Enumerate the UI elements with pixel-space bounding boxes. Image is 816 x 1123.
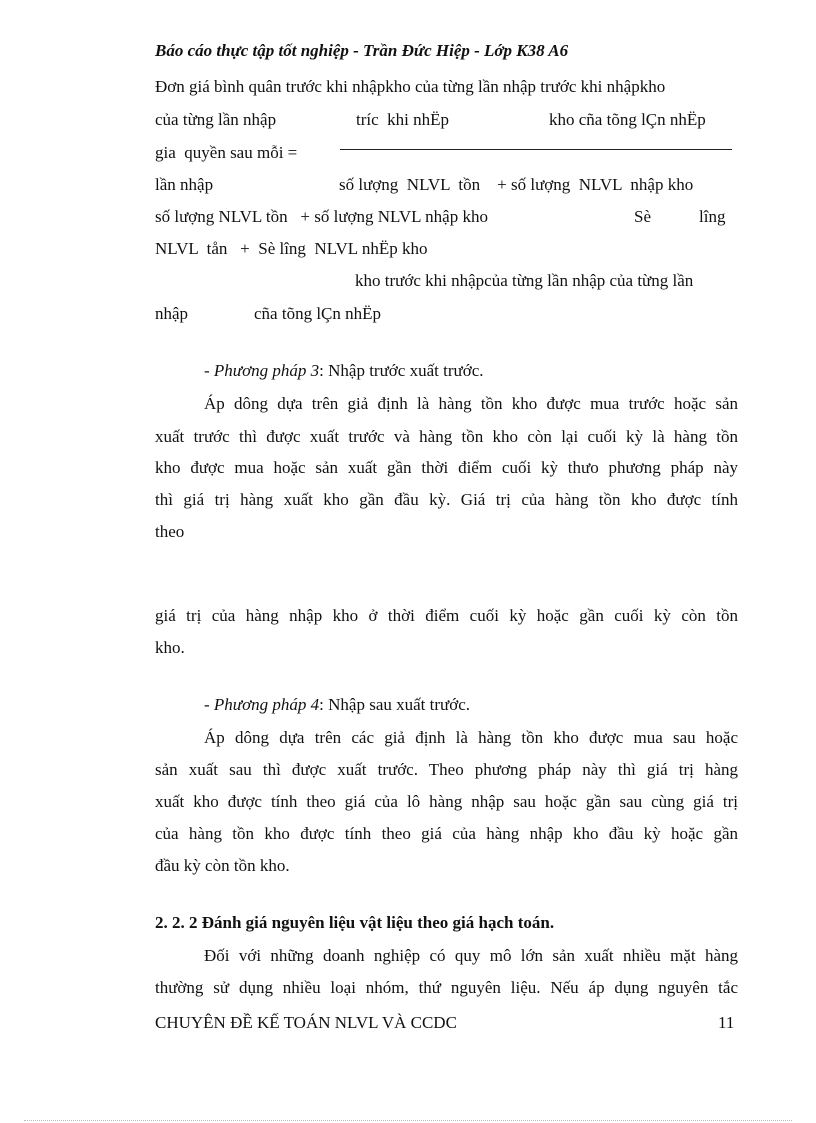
method-3-line-1: Áp dông dựa trên giả định là hàng tồn kho được mua trước hoặc sản xyxy=(204,394,738,413)
method-4-title: - Phương pháp 4: Nhập sau xuất trước. xyxy=(204,695,471,714)
formula-line-8b: cña tõng lÇn nhËp xyxy=(254,304,382,323)
page-number: 11 xyxy=(718,1013,735,1032)
formula-line-5a: số lượng NLVL tồn + số lượng NLVL nhập kho xyxy=(155,207,488,226)
footer-title: CHUYÊN ĐỀ KẾ TOÁN NLVL VÀ CCDC xyxy=(155,1013,457,1032)
formula-line-5c: lîng xyxy=(699,207,726,226)
method-3-line-2: xuất trước thì được xuất trước và hàng tồn kho còn lại cuối kỳ là hàng tồn xyxy=(155,427,738,446)
formula-line-4a: lần nhập xyxy=(155,175,214,194)
method-4-line-1: Áp dông dựa trên các giả định là hàng tồn kho được mua sau hoặc xyxy=(204,728,738,747)
formula-line-6: NLVL tån + Sè lîng NLVL nhËp kho xyxy=(155,239,428,258)
method-4-line-2: sản xuất sau thì được xuất trước. Theo phương pháp này thì giá trị hàng xyxy=(155,760,738,779)
method-3-line-3: kho được mua hoặc sản xuất gần thời điểm cuối kỳ thưo phương pháp này xyxy=(155,458,738,477)
formula-line-8a: nhập xyxy=(155,304,189,323)
page-bottom-border xyxy=(24,1120,792,1121)
formula-line-2b: tríc khi nhËp xyxy=(356,110,450,129)
formula-line-2c: kho cña tõng lÇn nhËp xyxy=(549,110,706,129)
page-header: Báo cáo thực tập tốt nghiệp - Trần Đức Hiệp - Lớp K38 A6 xyxy=(155,41,569,60)
formula-line-1: Đơn giá bình quân trước khi nhậpkho của từng lần nhập trước khi nhậpkho xyxy=(155,77,666,96)
continued-line-1: giá trị của hàng nhập kho ở thời điểm cuối kỳ hoặc gần cuối kỳ còn tồn xyxy=(155,606,738,625)
method-4-line-3: xuất kho được tính theo giá của lô hàng nhập sau hoặc gần sau cùng giá trị xyxy=(155,792,738,811)
method-3-line-4: thì giá trị hàng xuất kho gần đầu kỳ. Giá trị của hàng tồn kho được tính xyxy=(155,490,738,509)
method-3-line-5: theo xyxy=(155,522,185,541)
section-line-1: Đối với những doanh nghiệp có quy mô lớn sản xuất nhiều mặt hàng xyxy=(204,946,738,965)
formula-line-5b: Sè xyxy=(634,207,651,226)
continued-line-2: kho. xyxy=(155,638,185,657)
method-3-title-rest: : Nhập trước xuất trước. xyxy=(319,361,484,380)
method-4-line-5: đầu kỳ còn tồn kho. xyxy=(155,856,290,875)
method-3-title-italic: Phương pháp 3 xyxy=(213,361,320,380)
formula-line-2a: của từng lần nhập xyxy=(155,110,277,129)
section-heading: 2. 2. 2 Đánh giá nguyên liệu vật liệu theo giá hạch toán. xyxy=(155,913,555,932)
method-4-title-italic: Phương pháp 4 xyxy=(213,695,320,714)
formula-line-7: kho trước khi nhậpcủa từng lần nhập của từng lần xyxy=(355,271,694,290)
method-4-line-4: của hàng tồn kho được tính theo giá của hàng nhập kho đầu kỳ hoặc gần xyxy=(155,824,738,843)
method-4-title-rest: : Nhập sau xuất trước. xyxy=(319,695,471,714)
section-line-2: thường sử dụng nhiều loại nhóm, thứ nguyên liệu. Nếu áp dụng nguyên tắc xyxy=(155,978,738,997)
formula-line-4b: số lượng NLVL tồn + số lượng NLVL nhập kho xyxy=(339,175,694,194)
fraction-bar xyxy=(340,149,732,150)
method-3-title: - Phương pháp 3: Nhập trước xuất trước. xyxy=(204,361,484,380)
formula-line-3: gia quyền sau mỗi = xyxy=(155,143,298,162)
